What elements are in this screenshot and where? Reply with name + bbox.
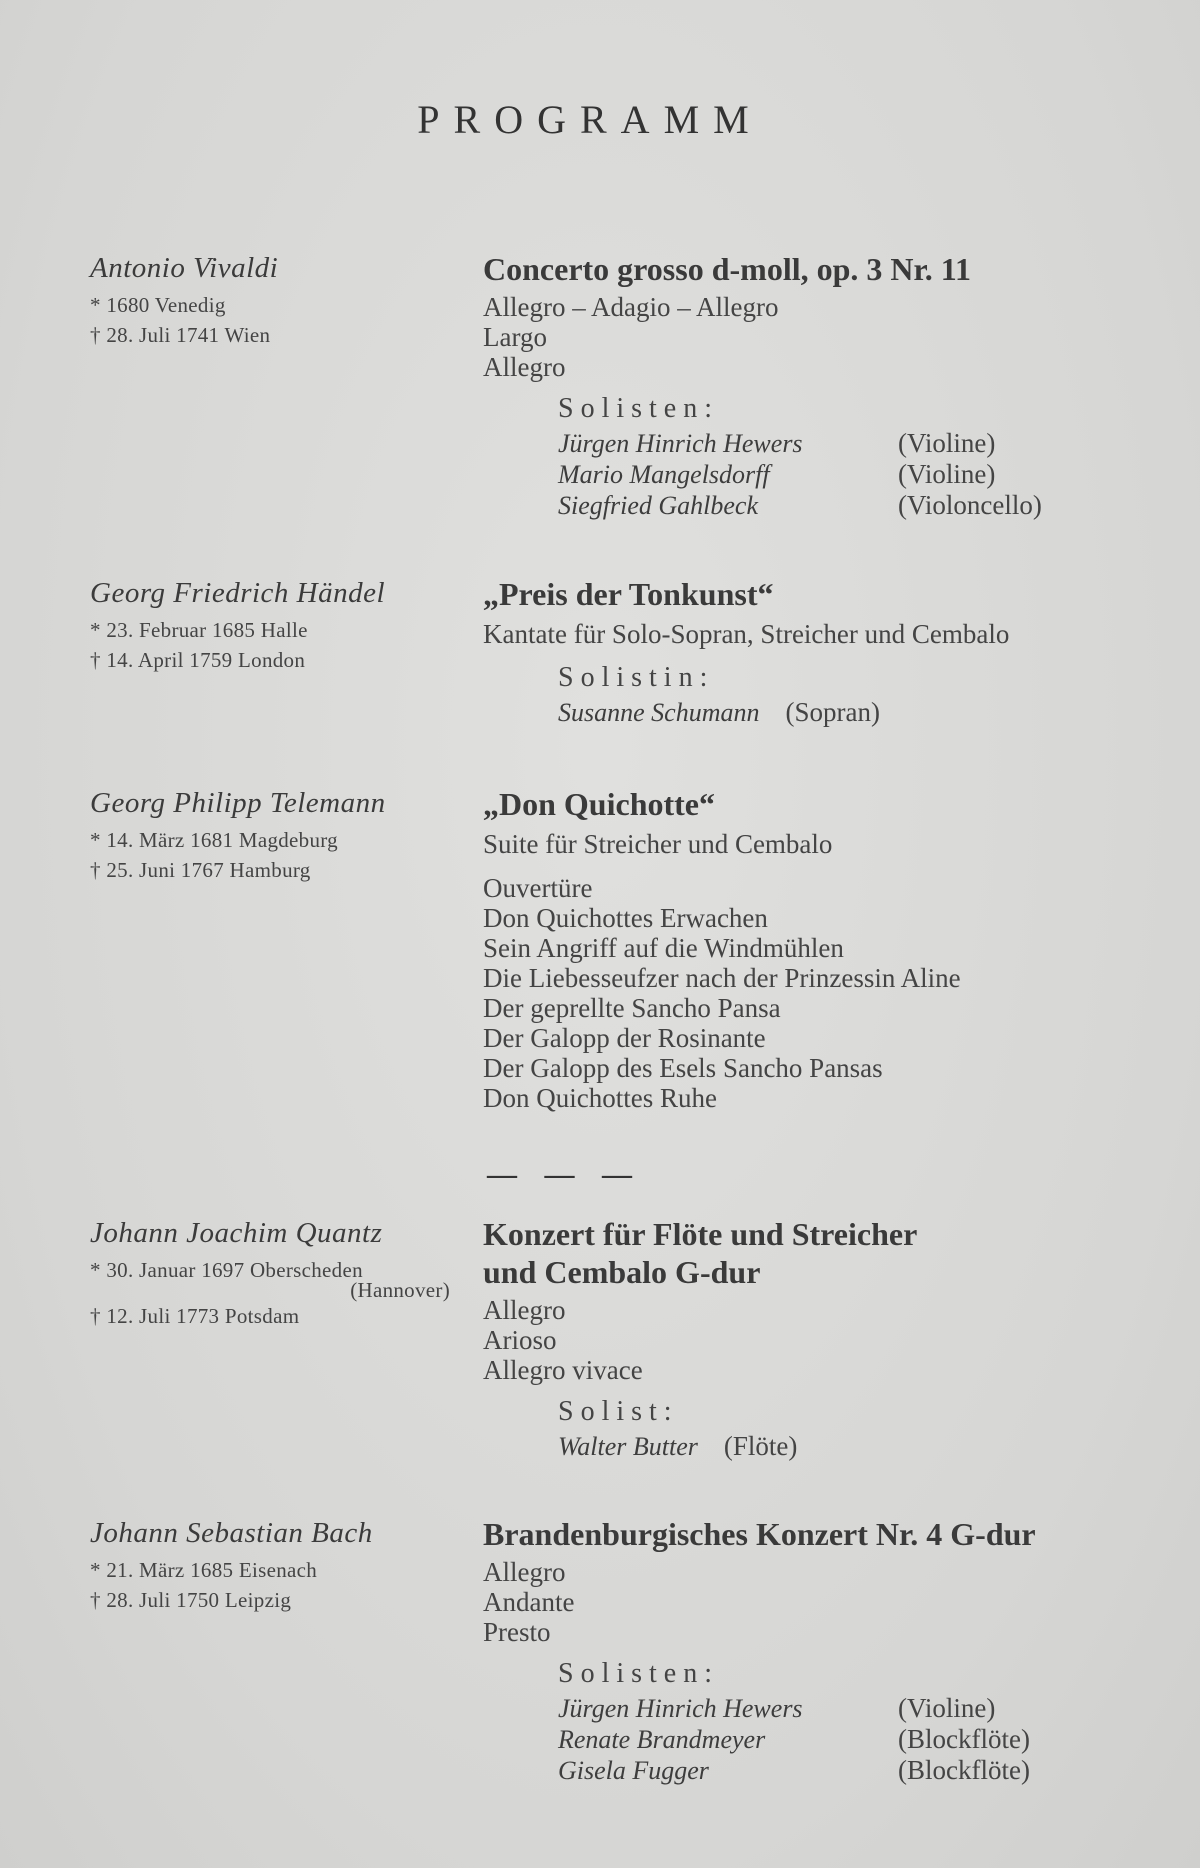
soloist-row bbox=[558, 459, 1183, 490]
soloist-name: Mario Mangelsdorff bbox=[558, 460, 770, 489]
birth-date: * 1680 Venedig bbox=[90, 293, 226, 317]
death-date: † 25. Juni 1767 Hamburg bbox=[90, 858, 311, 882]
death-date: † 14. April 1759 London bbox=[90, 648, 306, 672]
soloist-row bbox=[558, 697, 1183, 728]
composer-info bbox=[90, 575, 460, 675]
movement: Arioso bbox=[483, 1325, 557, 1355]
movement: Presto bbox=[483, 1617, 551, 1647]
soloist-instrument: (Violine) bbox=[898, 428, 996, 458]
composer-info bbox=[90, 250, 460, 350]
birth-date: * 21. März 1685 Eisenach bbox=[90, 1558, 318, 1582]
page-title: PROGRAMM bbox=[417, 97, 763, 142]
work-title-line2: und Cembalo G-dur bbox=[483, 1254, 761, 1290]
soloist-instrument: (Violine) bbox=[898, 459, 996, 489]
movement: Der Galopp des Esels Sancho Pansas bbox=[483, 1053, 883, 1083]
movement: Allegro bbox=[483, 1557, 566, 1587]
soloists-label: Solistin: bbox=[558, 662, 715, 693]
death-date: † 28. Juli 1741 Wien bbox=[90, 323, 271, 347]
soloist-instrument: (Sopran) bbox=[785, 697, 880, 727]
composer-info bbox=[90, 1515, 460, 1615]
birth-date: * 14. März 1681 Magdeburg bbox=[90, 828, 338, 852]
soloist-row bbox=[558, 1724, 1183, 1755]
soloist-instrument: (Blockflöte) bbox=[898, 1724, 1030, 1754]
work-info bbox=[483, 1215, 1183, 1462]
soloist-row bbox=[558, 1431, 1183, 1462]
composer-name: Johann Sebastian Bach bbox=[90, 1517, 373, 1549]
soloists-label: Solisten: bbox=[558, 393, 720, 424]
movement: Sein Angriff auf die Windmühlen bbox=[483, 933, 844, 963]
soloist-instrument: (Flöte) bbox=[723, 1431, 798, 1461]
composer-name: Antonio Vivaldi bbox=[90, 252, 279, 284]
work-info bbox=[483, 785, 1183, 1113]
movement: Don Quichottes Erwachen bbox=[483, 903, 768, 933]
birth-date: * 23. Februar 1685 Halle bbox=[90, 618, 308, 642]
movement: Allegro vivace bbox=[483, 1355, 643, 1385]
death-date: † 12. Juli 1773 Potsdam bbox=[90, 1304, 300, 1328]
movement: Allegro – Adagio – Allegro bbox=[483, 292, 779, 322]
soloist-row bbox=[558, 428, 1183, 459]
intermission-separator: — — — bbox=[487, 1158, 642, 1191]
work-info bbox=[483, 250, 1183, 521]
movement: Der geprellte Sancho Pansa bbox=[483, 993, 781, 1023]
work-title: „Don Quichotte“ bbox=[483, 786, 715, 822]
work-title: Brandenburgisches Konzert Nr. 4 G-dur bbox=[483, 1516, 1036, 1552]
soloist-name: Gisela Fugger bbox=[558, 1756, 709, 1785]
composer-info bbox=[90, 785, 460, 885]
movement: Der Galopp der Rosinante bbox=[483, 1023, 766, 1053]
composer-name: Georg Philipp Telemann bbox=[90, 787, 386, 819]
soloist-name: Siegfried Gahlbeck bbox=[558, 491, 758, 520]
work-title: Concerto grosso d-moll, op. 3 Nr. 11 bbox=[483, 251, 971, 287]
soloist-instrument: (Blockflöte) bbox=[898, 1755, 1030, 1785]
soloist-name: Walter Butter bbox=[558, 1432, 698, 1461]
work-info bbox=[483, 1515, 1183, 1786]
soloist-row bbox=[558, 490, 1183, 521]
movement: Andante bbox=[483, 1587, 575, 1617]
soloist-instrument: (Violine) bbox=[898, 1693, 996, 1723]
birth-date: * 30. Januar 1697 Oberscheden bbox=[90, 1258, 363, 1282]
death-date: † 28. Juli 1750 Leipzig bbox=[90, 1588, 292, 1612]
work-subtitle: Kantate für Solo-Sopran, Streicher und Cembalo bbox=[483, 619, 1010, 649]
movement: Allegro bbox=[483, 352, 566, 382]
work-subtitle: Suite für Streicher und Cembalo bbox=[483, 829, 833, 859]
soloist-name: Jürgen Hinrich Hewers bbox=[558, 429, 803, 458]
work-title: „Preis der Tonkunst“ bbox=[483, 576, 774, 612]
composer-name: Georg Friedrich Händel bbox=[90, 577, 386, 609]
birth-place-note: (Hannover) bbox=[350, 1278, 450, 1302]
movement: Allegro bbox=[483, 1295, 566, 1325]
soloist-name: Jürgen Hinrich Hewers bbox=[558, 1694, 803, 1723]
movement: Don Quichottes Ruhe bbox=[483, 1083, 717, 1113]
soloists-label: Solisten: bbox=[558, 1658, 720, 1689]
composer-info bbox=[90, 1215, 460, 1331]
soloist-row bbox=[558, 1755, 1183, 1786]
soloist-row bbox=[558, 1693, 1183, 1724]
soloist-name: Susanne Schumann bbox=[558, 698, 760, 727]
soloist-name: Renate Brandmeyer bbox=[558, 1725, 766, 1754]
soloist-instrument: (Violoncello) bbox=[898, 490, 1042, 520]
work-info bbox=[483, 575, 1183, 728]
composer-name: Johann Joachim Quantz bbox=[90, 1217, 383, 1249]
movement: Ouvertüre bbox=[483, 873, 593, 903]
movement: Largo bbox=[483, 322, 547, 352]
work-title: Konzert für Flöte und Streicher bbox=[483, 1216, 918, 1252]
movement: Die Liebesseufzer nach der Prinzessin Aline bbox=[483, 963, 961, 993]
soloists-label: Solist: bbox=[558, 1396, 679, 1427]
